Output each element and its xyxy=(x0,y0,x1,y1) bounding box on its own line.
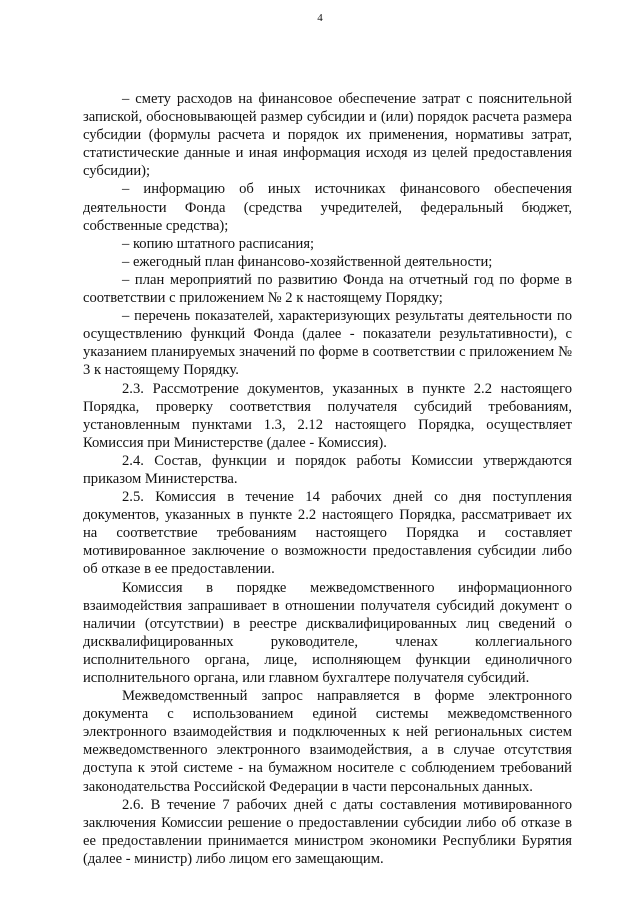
paragraph-performance-indicators: – перечень показателей, характеризующих результаты деятельности по осуществлению функций Фонда (далее - показатели результативности), с указанием планируемых значений по форме в соответствии с приложением № 3 к настоящему Порядку. xyxy=(83,308,572,379)
paragraph-electronic-request: Межведомственный запрос направляется в форме электронного документа с использованием единой системы межведомственного электронного взаимодействия и подключенных к ней региональных систем межведомственного электронного взаимодействия, а в случае отсутствия доступа к этой системе - на бумажном носителе с соблюдением требований законодательства Российской Федерации в части персональных данных. xyxy=(83,688,572,795)
paragraph-2-6: 2.6. В течение 7 рабочих дней с даты составления мотивированного заключения Комиссии решение о предоставлении субсидии либо об отказе в ее предоставлении принимается министром экономики Республики Бурятия (далее - министр) либо лицом его замещающим. xyxy=(83,796,572,867)
paragraph-annual-plan: – ежегодный план финансово-хозяйственной деятельности; xyxy=(122,253,493,270)
paragraph-2-4: 2.4. Состав, функции и порядок работы Комиссии утверждаются приказом Министерства. xyxy=(83,452,572,487)
page-number: 4 xyxy=(317,12,323,24)
paragraph-cost-estimate: – смету расходов на финансовое обеспечение затрат с пояснительной запиской, обосновывающей размер субсидии и (или) порядок расчета размера субсидии (формулы расчета и порядок их применения, нормативы затрат, статистические данные и иная информация исходя из целей предоставления субсидии); xyxy=(83,91,572,180)
paragraph-other-funding: – информацию об иных источниках финансового обеспечения деятельности Фонда (средства учредителей, федеральный бюджет, собственные средства); xyxy=(83,181,572,234)
paragraph-development-plan: – план мероприятий по развитию Фонда на отчетный год по форме в соответствии с приложением № 2 к настоящему Порядку; xyxy=(83,271,572,307)
paragraph-interagency-request: Комиссия в порядке межведомственного информационного взаимодействия запрашивает в отношении получателя субсидий документ о наличии (отсутствии) в реестре дисквалифицированных лиц сведений о дисквалифицированных руководителе, членах коллегиального исполнительного органа, лице, исполняющем функции единоличного исполнительного органа, или главном бухгалтере получателя субсидий. xyxy=(83,579,572,686)
document-body xyxy=(83,90,572,868)
paragraph-2-5: 2.5. Комиссия в течение 14 рабочих дней со дня поступления документов, указанных в пункте 2.2 настоящего Порядка, рассматривает их на соответствие требованиям настоящего Порядка и составляет мотивированное заключение о возможности предоставления субсидии либо об отказе в ее предоставлении. xyxy=(83,489,572,578)
paragraph-staff-schedule: – копию штатного расписания; xyxy=(122,235,315,252)
paragraph-2-3: 2.3. Рассмотрение документов, указанных в пункте 2.2 настоящего Порядка, проверку соответствия получателя субсидий требованиям, установленным пунктами 1.3, 2.12 настоящего Порядка, осуществляет Комиссия при Министерстве (далее - Комиссия). xyxy=(83,380,572,451)
